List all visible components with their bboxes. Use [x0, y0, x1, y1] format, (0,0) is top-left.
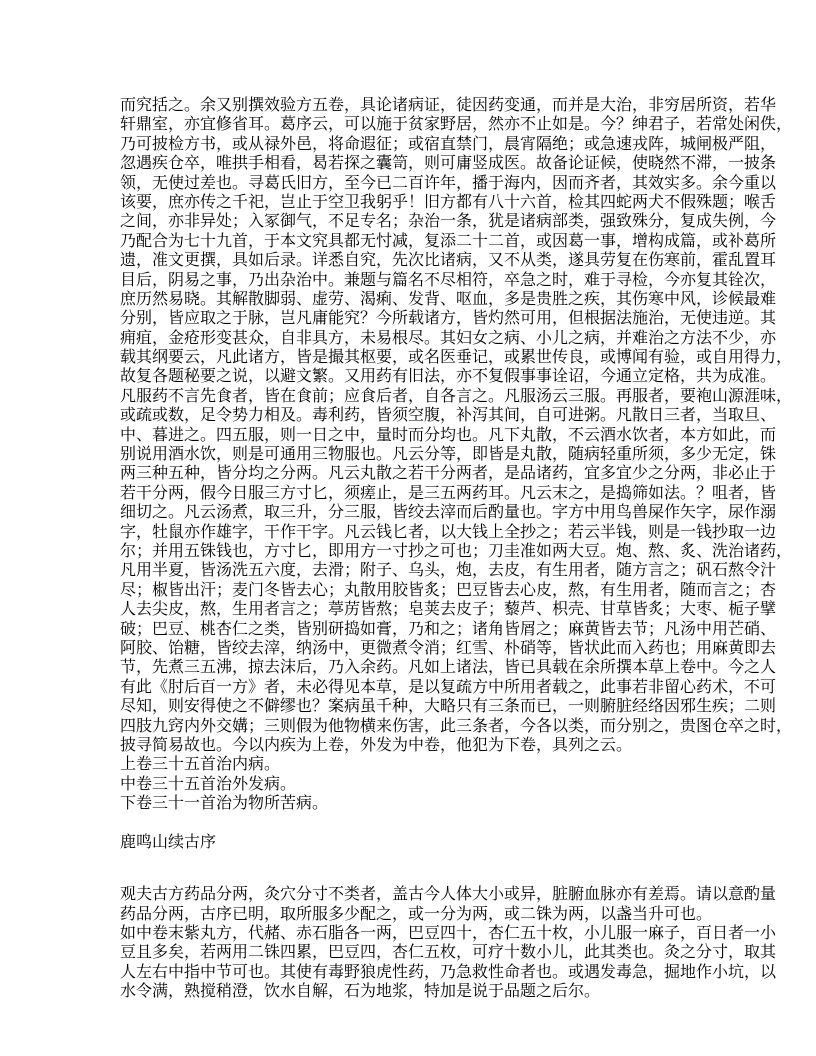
text-line: 或疏或数，足令势力相及。毒利药，皆须空腹，补泻其间，自可进粥。凡散日三者，当取旦、: [120, 405, 777, 425]
text-line: 轩鼎室，亦宜修省耳。葛序云，可以施于贫家野居，然亦不止如是。今？绅君子，若常处闲佚，: [120, 114, 793, 134]
text-line: 阿胶、饴糖，皆绞去滓，纳汤中，更微煮令消；红雪、朴硝等，皆状此而入药也；用麻黄即去: [120, 637, 777, 657]
text-line: 细切之。凡云汤煮，取三升，分三服，皆绞去滓而后酌量也。字方中用鸟兽屎作矢字，尿作溺: [120, 502, 777, 522]
text-line: 豆且多矣，若两用二铢四累，巴豆四，杏仁五枚，可疗十数小儿，此其类也。灸之分寸，取其: [120, 942, 777, 962]
text-line: 人左右中指中节可也。其使有毒野狼虎性药，乃急救性命者也。或遇发毒急，掘地作小坑，以: [120, 961, 777, 981]
volume-item-middle: 中卷三十五首治外发病。: [120, 773, 297, 793]
text-line: 凡用半夏，皆汤洗五六度，去滑；附子、乌头，炮，去皮，有生用者，随方言之；矾石熬令汁: [120, 560, 777, 580]
text-line: 尽；椒皆出汗；麦门冬皆去心；丸散用胶皆炙；巴豆皆去心皮，熬，有生用者，随而言之；杏: [120, 579, 777, 599]
text-line: 目后，阴易之事，乃出杂治中。兼题与篇名不尽相符，卒急之时，难于寻检，今亦复其铨次，: [120, 269, 777, 289]
volume-item-upper: 上卷三十五首治内病。: [120, 754, 281, 774]
text-line: 节，先煮三五沸，掠去沫后，乃入余药。凡如上诸法，皆已具载在余所撰本草上卷中。今之人: [120, 657, 777, 677]
preface-body: [120, 95, 793, 754]
text-line: 人去尖皮，熬，生用者言之；葶苈皆熬；皂荚去皮子；藜芦、枳壳、甘草皆炙；大枣、栀子擘: [120, 599, 777, 619]
text-line: 之间，亦非异处；入冢御气，不足专名；杂治一条，犹是诸病部类，强致殊分，复成失例，今: [120, 211, 777, 231]
text-line: 如中卷末紫丸方，代赭、赤石脂各一两，巴豆四十，杏仁五十枚，小儿服一麻子，百日者一小: [120, 923, 777, 943]
text-line: 披寻简易故也。今以内疾为上卷，外发为中卷，他犯为下卷，具列之云。: [120, 734, 633, 754]
text-line: 领，无使过差也。寻葛氏旧方，至今已二百许年，播于海内，因而齐者，其效实多。余今重以: [120, 172, 777, 192]
text-line: 而究括之。余又别撰效验方五卷，具论诸病证，徒因药变通，而并是大治，非穷居所资，若华: [120, 95, 777, 114]
text-line: 药品分两，古序已明，取所服多少配之，或一分为两，或二铢为两，以盏当升可也。: [120, 903, 713, 923]
text-line: 乃配合为七十九首，于本文究具都无忖减，复添二十二首，或因葛一事，增构成篇，或补葛所: [120, 230, 777, 250]
text-line: 有此《肘后百一方》者，未必得见本草，是以复疏方中所用者载之，此事若非留心药术，不可: [120, 676, 777, 696]
text-line: 尔；并用五铢钱也，方寸匕，即用方一寸抄之可也；刀圭准如两大豆。炮、熬、炙、洗治诸药，: [120, 540, 793, 560]
text-line: 故复各题秘要之说，以避文繁。又用药有旧法，亦不复假事事诠诏，今通立定格，共为成准。: [120, 366, 777, 386]
text-line: 尽知，则安得使之不僻缪也？案病虽千种，大略只有三条而已，一则腑脏经络因邪生疾；二则: [120, 696, 777, 716]
text-line: 凡服药不言先食者，皆在食前；应食后者，自各言之。凡服汤云三服。再服者，要袍山源涯味，: [120, 385, 793, 405]
spacer: [120, 851, 696, 884]
text-line: 该要，庶亦传之千祀，岂止于空卫我躬乎！旧方都有八十六首，检其四蛇两犬不假殊题；喉舌: [120, 191, 777, 211]
text-line: 中、暮进之。四五服，则一日之中，量时而分均也。凡下丸散，不云酒水饮者，本方如此，而: [120, 424, 777, 444]
text-line: 痈疽，金疮形变甚众，自非具方，未易根尽。其妇女之病、小儿之病，并难治之方法不少，亦: [120, 327, 777, 347]
document-page: [120, 95, 793, 1001]
text-line: 别说用酒水饮，则是可通用三物服也。凡云分等，即皆是丸散，随病轻重所须，多少无定，铢: [120, 444, 777, 464]
text-line: 若干分两，假今日服三方寸匕，须瘥止，是三五两药耳。凡云末之，是捣筛如法。？咀者，皆: [120, 482, 777, 502]
spacer: [120, 812, 696, 831]
text-line: 字，牡鼠亦作雄字，干作干字。凡云钱匕者，以大钱上全抄之；若云半钱，则是一钱抄取一边: [120, 521, 777, 541]
text-line: 四肢九窍内外交媾；三则假为他物横来伤害，此三条者，今各以类，而分别之，贵图仓卒之时，: [120, 715, 793, 735]
text-line: 遗，准文更撰，具如后录。详悉自究，先次比诸病，又不从类，遂具劳复在伤寒前，霍乱置耳: [120, 250, 777, 270]
volume-list: [120, 754, 696, 812]
section-heading: 鹿鸣山续古序: [120, 831, 217, 851]
text-line: 观夫古方药品分两，灸穴分寸不类者，盖古今人体大小或异，脏腑血脉亦有差焉。请以意酌量: [120, 884, 777, 904]
text-line: 分别，皆应取之于脉，岂凡庸能究？今所载诸方，皆灼然可用，但根据法施治，无使违逆。其: [120, 308, 777, 328]
text-line: 破；巴豆、桃杏仁之类，皆别研捣如膏，乃和之；诸角皆屑之；麻黄皆去节；凡汤中用芒硝、: [120, 618, 777, 638]
text-line: 载其纲要云，凡此诸方，皆是撮其枢要，或名医垂记，或累世传良，或博闻有验，或自用得力，: [120, 347, 793, 367]
sequel-preface-body: [120, 884, 777, 1001]
text-line: 两三种五种，皆分均之分两。凡云丸散之若干分两者，是品诸药，宜多宜少之分两，非必止于: [120, 463, 777, 483]
volume-item-lower: 下卷三十一首治为物所苦病。: [120, 793, 329, 813]
text-line: 忽遇疾仓卒，唯拱手相看，曷若探之囊笥，则可庸竖成医。故备论证候，使晓然不滞，一披条: [120, 153, 777, 173]
text-line: 乃可披检方书，或从禄外邑，将命遐征；或宿直禁门，晨宵隔绝；或急速戎阵，城闸极严阻，: [120, 133, 777, 153]
text-line: 水令满，熟搅稍澄，饮水自解，石为地浆，特加是说于品题之后尔。: [120, 981, 601, 1001]
text-line: 庶历然易晓。其解散脚弱、虚劳、渴痢、发背、呕血，多是贵胜之疾，其伤寒中风，诊候最难: [120, 288, 777, 308]
